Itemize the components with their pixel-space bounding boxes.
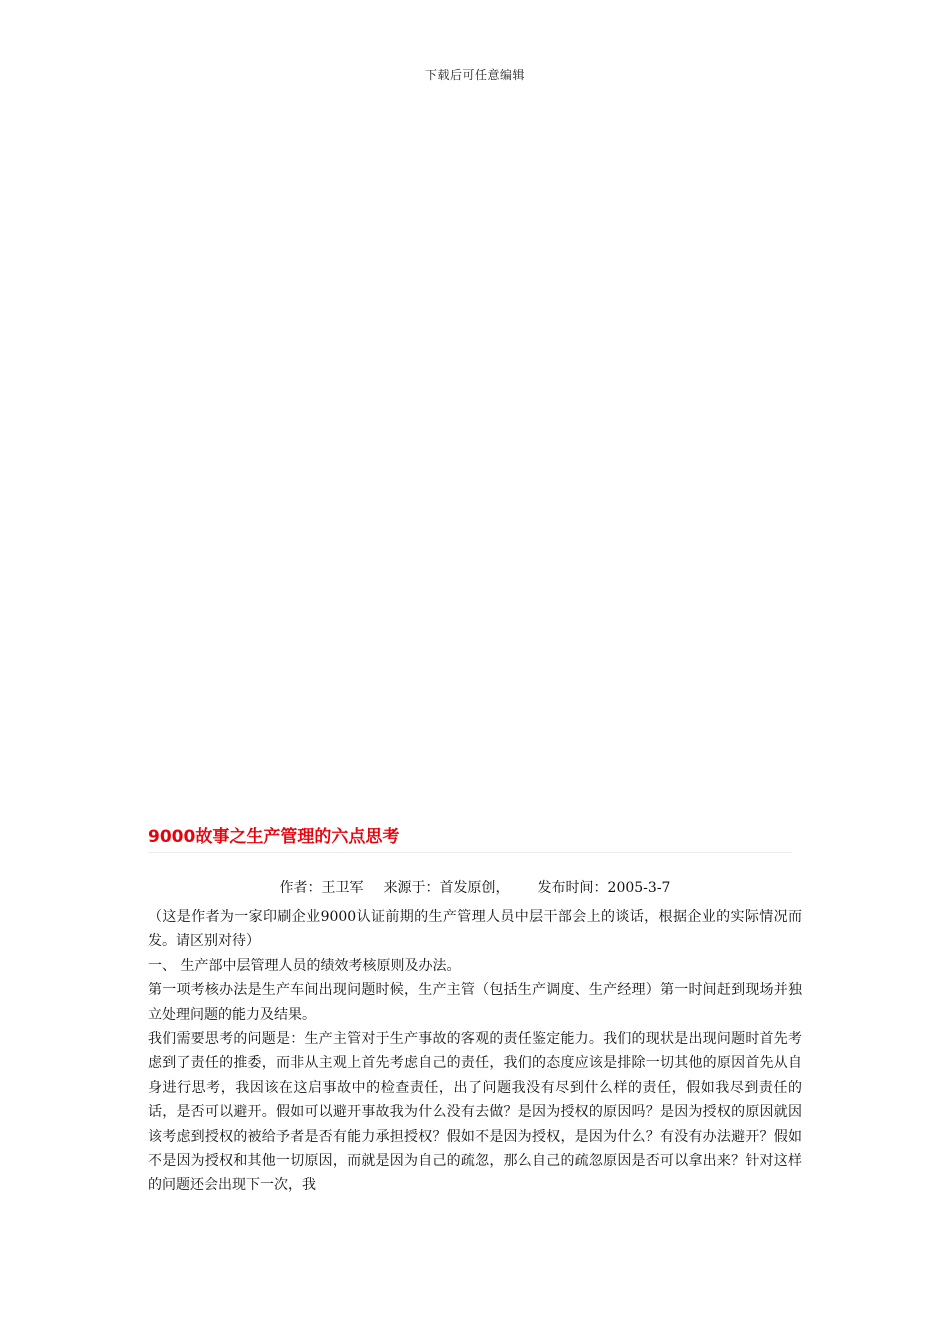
paragraph-reflection: 我们需要思考的问题是：生产主管对于生产事故的客观的责任鉴定能力。我们的现状是出现问题时首先考虑到了责任的推委，而非从主观上首先考虑自己的责任，我们的态度应该是排除一切其他的原因首先从自身进行思考，我因该在这启事故中的检查责任，出了问题我没有尽到什么样的责任，假如我尽到责任的话，是否可以避开。假如可以避开事故我为什么没有去做？是因为授权的原因吗？是因为授权的原因就因该考虑到授权的被给予者是否有能力承担授权？假如不是因为授权，是因为什么？有没有办法避开？假如不是因为授权和其他一切原因，而就是因为自己的疏忽，那么自己的疏忽原因是否可以拿出来？针对这样的问题还会出现下一次，我 xyxy=(148,1031,802,1194)
page-header: 下载后可任意编辑 xyxy=(424,68,525,82)
title-divider xyxy=(148,852,792,853)
article-title[interactable]: 9000故事之生产管理的六点思考 xyxy=(148,827,400,847)
paragraph-section-heading: 一、 生产部中层管理人员的绩效考核原则及办法。 xyxy=(148,957,461,974)
date-label: 发布时间：2005-3-7 xyxy=(537,880,671,896)
article-body xyxy=(148,905,802,1198)
article-meta xyxy=(148,877,802,899)
paragraph-intro: （这是作者为一家印刷企业9000认证前期的生产管理人员中层干部会上的谈话，根据企业的实际情况而发。请区别对待） xyxy=(148,909,802,950)
article xyxy=(148,822,802,1198)
author-label: 作者：王卫军 xyxy=(279,880,364,896)
paragraph-first-method: 第一项考核办法是生产车间出现问题时候，生产主管（包括生产调度、生产经理）第一时间赶到现场并独立处理问题的能力及结果。 xyxy=(148,982,802,1023)
source-label: 来源于：首发原创， xyxy=(383,880,510,896)
